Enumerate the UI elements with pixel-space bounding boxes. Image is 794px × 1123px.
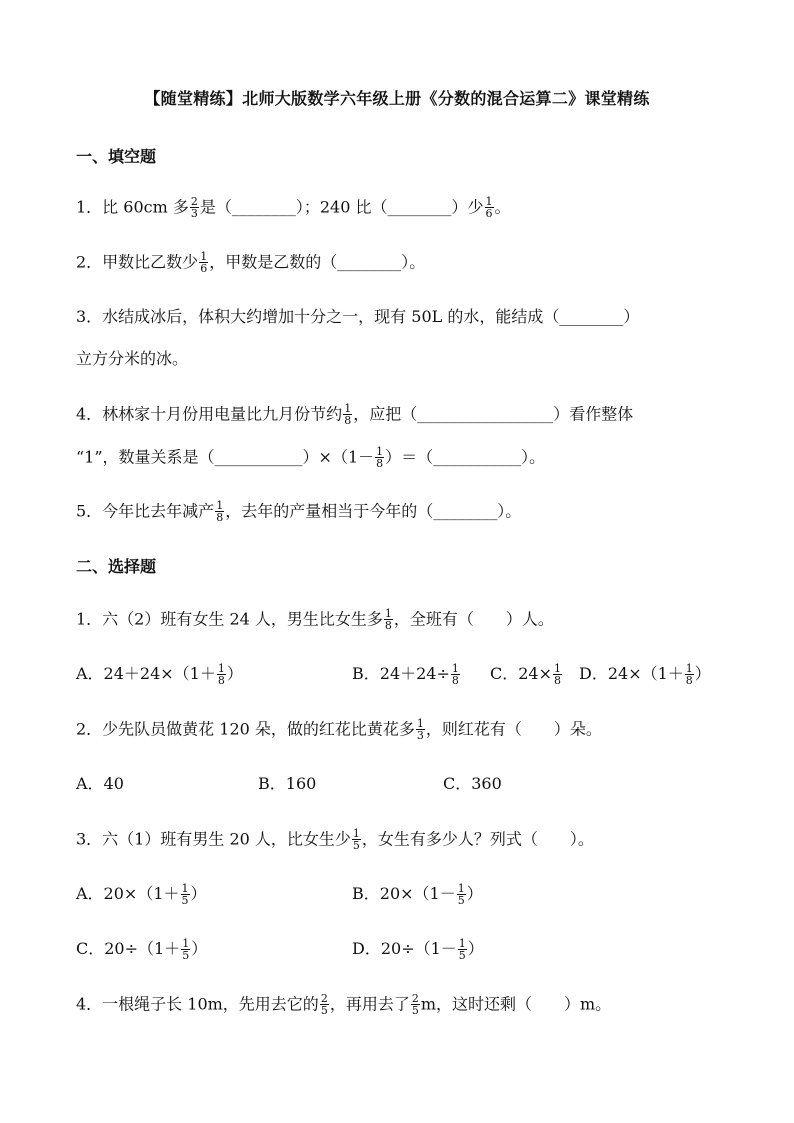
fill-question-2: 2．甲数比乙数少 $\frac{1}{6}$ ，甲数是乙数的（________）。 — [76, 250, 426, 275]
fraction: $\frac{1}{8}$ — [376, 445, 384, 470]
fraction: $\frac{1}{5}$ — [457, 882, 465, 907]
fraction: $\frac{1}{3}$ — [416, 717, 424, 742]
choice-question-2: 2．少先队员做黄花 120 朵，做的红花比黄花多 $\frac{1}{3}$ ，则红花有（ ）朵。 — [76, 717, 602, 742]
choice-3-option-c: C．20÷（1＋ $\frac{1}{5}$ ） — [76, 937, 208, 962]
fraction: $\frac{2}{3}$ — [190, 195, 198, 220]
choice-1-option-c: C．24× $\frac{1}{8}$ — [490, 662, 562, 687]
fraction: $\frac{1}{5}$ — [352, 827, 360, 852]
fill-question-4-line2: “1”，数量关系是（___________）×（1－ $\frac{1}{8}$ ）＝（___________）。 — [76, 445, 546, 470]
choice-1-option-b: B．24＋24÷ $\frac{1}{8}$ — [352, 662, 459, 687]
choice-3-option-b: B．20×（1－ $\frac{1}{5}$ ） — [352, 882, 483, 907]
fill-question-3-line1: 3．水结成冰后，体积大约增加十分之一，现有 50L 的水，能结成（________） — [76, 307, 640, 326]
section-multiple-choice: 二、选择题 — [76, 557, 157, 576]
fraction: $\frac{1}{8}$ — [451, 662, 459, 687]
fraction: $\frac{1}{8}$ — [217, 662, 225, 687]
fraction: $\frac{1}{5}$ — [458, 937, 466, 962]
choice-question-3: 3．六（1）班有男生 20 人，比女生少 $\frac{1}{5}$ ，女生有多少人？列式（ ）。 — [76, 827, 594, 852]
choice-2-option-c: C．360 — [443, 774, 502, 793]
choice-3-option-a: A．20×（1＋ $\frac{1}{5}$ ） — [76, 882, 207, 907]
choice-question-1: 1．六（2）班有女生 24 人，男生比女生多 $\frac{1}{8}$ ，全班有（ ）人。 — [76, 607, 554, 632]
fraction: $\frac{1}{8}$ — [344, 402, 352, 427]
fill-question-4-line1: 4．林林家十月份用电量比九月份节约 $\frac{1}{8}$ ，应把（_________________）看作整体 — [76, 402, 634, 427]
fraction: $\frac{2}{5}$ — [320, 992, 328, 1017]
choice-2-option-a: A．40 — [76, 774, 124, 793]
choice-2-option-b: B．160 — [258, 774, 317, 793]
page-title: 【随堂精练】北师大版数学六年级上册《分数的混合运算二》课堂精练 — [144, 89, 650, 108]
fill-question-1: 1．比 60cm 多 $\frac{2}{3}$ 是（________）；240 比（________）少 $\frac{1}{6}$ 。 — [76, 195, 511, 220]
fraction: $\frac{1}{8}$ — [554, 662, 562, 687]
fraction: $\frac{1}{5}$ — [182, 937, 190, 962]
fill-question-5: 5．今年比去年减产 $\frac{1}{8}$ ，去年的产量相当于今年的（________）。 — [76, 499, 522, 524]
fraction: $\frac{1}{8}$ — [216, 499, 224, 524]
fraction: $\frac{1}{6}$ — [485, 195, 493, 220]
fill-question-3-line2: 立方分米的冰。 — [76, 349, 189, 368]
fraction: $\frac{2}{5}$ — [411, 992, 419, 1017]
choice-3-option-d: D．20÷（1－ $\frac{1}{5}$ ） — [352, 937, 484, 962]
choice-1-option-a: A．24＋24×（1＋ $\frac{1}{8}$ ） — [76, 662, 243, 687]
fraction: $\frac{1}{8}$ — [384, 607, 392, 632]
fraction: $\frac{1}{8}$ — [685, 662, 693, 687]
choice-1-option-d: D．24×（1＋ $\frac{1}{8}$ ） — [579, 662, 711, 687]
fraction: $\frac{1}{5}$ — [181, 882, 189, 907]
section-fill-in: 一、填空题 — [76, 147, 157, 166]
fraction: $\frac{1}{6}$ — [200, 250, 208, 275]
choice-question-4: 4．一根绳子长 10m，先用去它的 $\frac{2}{5}$ ，再用去了 $\frac{2}{5}$ m，这时还剩（ ）m。 — [76, 992, 612, 1017]
